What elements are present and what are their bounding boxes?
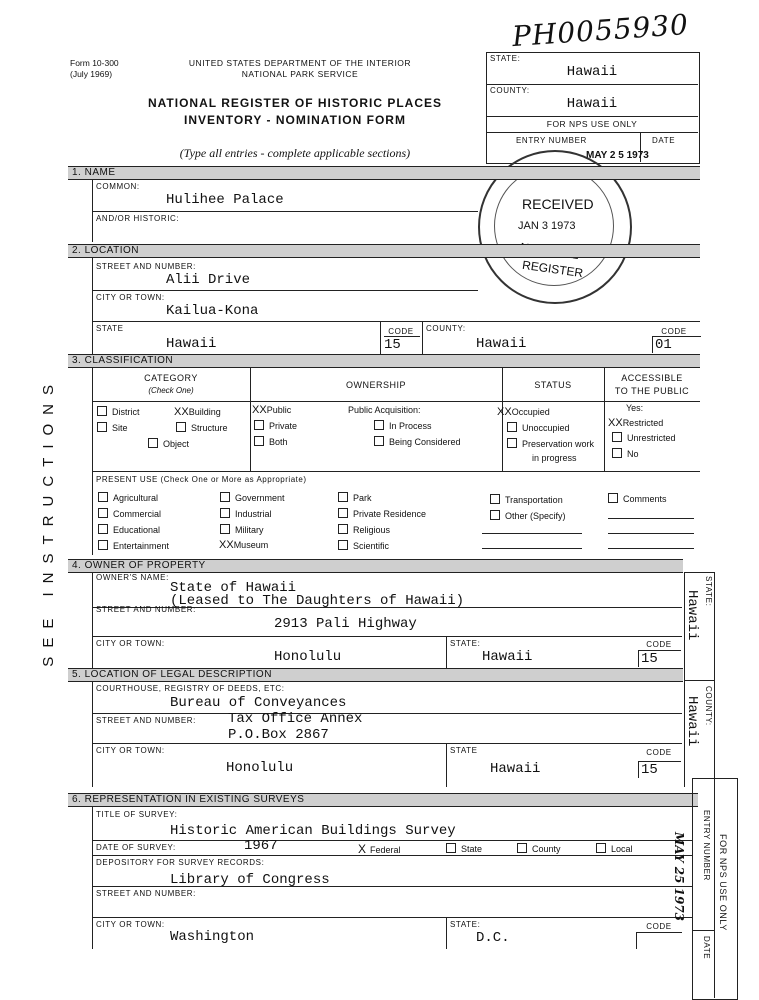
state-label: STATE: [96, 324, 124, 333]
survey-city-value: Washington: [170, 929, 255, 945]
checkbox-religious[interactable]: [338, 524, 348, 534]
checkbox-unoccupied[interactable]: [507, 422, 517, 432]
city-label: CITY OR TOWN:: [96, 293, 165, 302]
section6-header: [68, 793, 698, 807]
legal-state-value: Hawaii: [490, 761, 541, 777]
checkbox-other[interactable]: [490, 510, 500, 520]
status-label: STATUS: [534, 380, 572, 390]
section5-title: 5. LOCATION OF LEGAL DESCRIPTION: [72, 669, 272, 680]
top-entry-number-label: ENTRY NUMBER: [516, 136, 587, 145]
status-unoccupied[interactable]: Unoccupied: [507, 422, 570, 433]
access-yes: Yes:: [626, 403, 644, 413]
use-comments[interactable]: Comments: [608, 493, 667, 504]
section5-header: [68, 668, 683, 682]
survey-date-label: DATE OF SURVEY:: [96, 843, 176, 852]
use-industrial[interactable]: Industrial: [220, 508, 272, 519]
state-value: Hawaii: [166, 336, 217, 352]
common-label: COMMON:: [96, 182, 140, 191]
checkbox-comments[interactable]: [608, 493, 618, 503]
accessible-label1: ACCESSIBLE: [621, 373, 683, 383]
checkbox-preservation[interactable]: [507, 438, 517, 448]
legal-street-line2: P.O.Box 2867: [228, 727, 329, 743]
right-nps-use: FOR NPS USE ONLY: [718, 834, 728, 931]
checkbox-military[interactable]: [220, 524, 230, 534]
checkbox-site[interactable]: [97, 422, 107, 432]
survey-title-label: TITLE OF SURVEY:: [96, 810, 178, 819]
use-private-residence[interactable]: Private Residence: [338, 508, 426, 519]
right-state-value: Hawaii: [684, 590, 700, 641]
owner-street-label: STREET AND NUMBER:: [96, 605, 196, 614]
check-museum: XX: [219, 539, 234, 551]
county-code-label: CODE: [661, 327, 687, 336]
courthouse-value: Bureau of Conveyances: [170, 695, 347, 711]
own-in-process[interactable]: In Process: [374, 420, 432, 431]
access-no[interactable]: No: [612, 448, 639, 459]
checkbox-educational[interactable]: [98, 524, 108, 534]
street-value: Alii Drive: [166, 272, 251, 288]
status-occupied[interactable]: XXOccupied: [497, 406, 550, 418]
common-value: Hulihee Palace: [166, 192, 284, 208]
checkbox-government[interactable]: [220, 492, 230, 502]
checkbox-survey-state[interactable]: [446, 843, 456, 853]
form-number: Form 10-300: [70, 58, 119, 68]
checkbox-agricultural[interactable]: [98, 492, 108, 502]
legal-city-label: CITY OR TOWN:: [96, 746, 165, 755]
accessible-label2: TO THE PUBLIC: [614, 386, 690, 396]
category-label: CATEGORY: [144, 373, 198, 383]
use-transportation[interactable]: Transportation: [490, 494, 563, 505]
checkbox-scientific[interactable]: [338, 540, 348, 550]
category-note: (Check One): [148, 386, 194, 395]
owner-city-label: CITY OR TOWN:: [96, 639, 165, 648]
ownership-label: OWNERSHIP: [345, 380, 406, 390]
legal-street-label: STREET AND NUMBER:: [96, 716, 196, 725]
depository-value: Library of Congress: [170, 872, 330, 888]
use-educational[interactable]: Educational: [98, 524, 160, 535]
owner-code-value: 15: [638, 650, 681, 667]
top-state-label: STATE:: [490, 54, 521, 63]
checkbox-park[interactable]: [338, 492, 348, 502]
right-nps-box: [692, 778, 738, 1000]
right-county-label: COUNTY:: [704, 686, 713, 726]
agency-line1: UNITED STATES DEPARTMENT OF THE INTERIOR: [188, 58, 412, 68]
survey-street-label: STREET AND NUMBER:: [96, 889, 196, 898]
right-state-label: STATE:: [704, 576, 713, 607]
owner-line2: (Leased to The Daughters of Hawaii): [170, 593, 465, 609]
use-commercial[interactable]: Commercial: [98, 508, 161, 519]
owner-city-value: Honolulu: [274, 649, 342, 665]
section2-title: 2. LOCATION: [72, 245, 139, 256]
section1-title: 1. NAME: [72, 167, 116, 178]
checkbox-no[interactable]: [612, 448, 622, 458]
check-occupied: XX: [497, 406, 512, 418]
own-private[interactable]: Private: [254, 420, 297, 431]
checkbox-unrestricted[interactable]: [612, 432, 622, 442]
checkbox-private[interactable]: [254, 420, 264, 430]
form-title-line2: INVENTORY - NOMINATION FORM: [184, 113, 406, 127]
status-preservation-line2: in progress: [532, 453, 577, 463]
survey-federal[interactable]: X Federal: [358, 842, 401, 856]
use-agricultural[interactable]: Agricultural: [98, 492, 158, 503]
form-title-line1: NATIONAL REGISTER OF HISTORIC PLACES: [147, 96, 443, 110]
agency-line2: NATIONAL PARK SERVICE: [241, 69, 359, 79]
check-restricted: XX: [608, 417, 623, 429]
state-code-value: 15: [384, 336, 420, 353]
right-date-label: DATE: [702, 936, 711, 960]
county-value: Hawaii: [476, 336, 527, 352]
survey-title-value: Historic American Buildings Survey: [170, 823, 456, 839]
own-acquisition-label: Public Acquisition:: [348, 405, 421, 415]
own-being-considered[interactable]: Being Considered: [374, 436, 461, 447]
legal-city-value: Honolulu: [226, 760, 294, 776]
check-federal: X: [358, 842, 367, 856]
stamp-register: REGISTER: [521, 257, 585, 281]
top-nps-use: FOR NPS USE ONLY: [546, 119, 638, 129]
owner-label: OWNER'S NAME:: [96, 573, 169, 582]
form-instructions: (Type all entries - complete applicable sections): [179, 146, 411, 160]
survey-county[interactable]: County: [517, 843, 561, 854]
section4-header: [68, 559, 683, 573]
survey-local[interactable]: Local: [596, 843, 633, 854]
top-state-value: Hawaii: [566, 64, 618, 80]
checkbox-survey-county[interactable]: [517, 843, 527, 853]
cat-structure[interactable]: Structure: [176, 422, 228, 433]
survey-city-label: CITY OR TOWN:: [96, 920, 165, 929]
section3-title: 3. CLASSIFICATION: [72, 355, 174, 366]
section6-title: 6. REPRESENTATION IN EXISTING SURVEYS: [72, 794, 305, 805]
check-building: XX: [174, 406, 189, 418]
use-museum[interactable]: XXMuseum: [219, 539, 269, 551]
checkbox-private-residence[interactable]: [338, 508, 348, 518]
checkbox-transportation[interactable]: [490, 494, 500, 504]
top-county-value: Hawaii: [566, 96, 618, 112]
access-restricted[interactable]: XXRestricted: [608, 417, 664, 429]
owner-street-value: 2913 Pali Highway: [274, 616, 417, 632]
city-value: Kailua-Kona: [166, 303, 259, 319]
right-county-value: Hawaii: [684, 696, 700, 747]
cat-building[interactable]: XXBuilding: [174, 406, 221, 418]
section1-header: [68, 166, 700, 180]
survey-state[interactable]: State: [446, 843, 482, 854]
checkbox-entertainment[interactable]: [98, 540, 108, 550]
owner-line1: State of Hawaii: [170, 580, 297, 596]
section4-title: 4. OWNER OF PROPERTY: [72, 560, 206, 571]
owner-state-value: Hawaii: [482, 649, 533, 665]
use-military[interactable]: Military: [220, 524, 264, 535]
checkbox-object[interactable]: [148, 438, 158, 448]
use-government[interactable]: Government: [220, 492, 285, 503]
survey-date-value: 1967: [244, 838, 278, 854]
status-preservation[interactable]: Preservation work: [507, 438, 594, 449]
right-handwritten-date: MAY 25 1973: [672, 832, 686, 922]
checkbox-industrial[interactable]: [220, 508, 230, 518]
legal-street-line1: Tax Office Annex: [228, 711, 363, 727]
use-park[interactable]: Park: [338, 492, 372, 503]
legal-code-label: CODE: [646, 748, 672, 757]
survey-state-value: D.C.: [476, 930, 510, 946]
top-county-label: COUNTY:: [490, 86, 530, 95]
present-use-label: PRESENT USE (Check One or More as Appropriate): [96, 475, 307, 484]
county-label: COUNTY:: [426, 324, 466, 333]
state-code-label: CODE: [388, 327, 414, 336]
see-instructions-side: SEE INSTRUCTIONS: [40, 376, 57, 667]
use-scientific[interactable]: Scientific: [338, 540, 389, 551]
stamp-received: RECEIVED: [522, 196, 594, 212]
cat-object[interactable]: Object: [148, 438, 189, 449]
legal-state-label: STATE: [450, 746, 478, 755]
section3-header: [68, 354, 700, 368]
top-date-label: DATE: [652, 136, 676, 145]
survey-code-label: CODE: [646, 922, 672, 931]
handwritten-id: PH0055930: [511, 7, 690, 54]
county-code-value: 01: [652, 336, 701, 353]
checkbox-survey-local[interactable]: [596, 843, 606, 853]
stamp-date: JAN 3 1973: [518, 220, 576, 232]
checkbox-district[interactable]: [97, 406, 107, 416]
checkbox-being-considered[interactable]: [374, 436, 384, 446]
checkbox-both[interactable]: [254, 436, 264, 446]
depository-label: DEPOSITORY FOR SURVEY RECORDS:: [96, 858, 265, 867]
checkbox-in-process[interactable]: [374, 420, 384, 430]
right-entry-number-label: ENTRY NUMBER: [702, 810, 711, 881]
cat-district[interactable]: District: [97, 406, 140, 417]
section2-header: [68, 244, 700, 258]
legal-code-value: 15: [638, 761, 681, 778]
own-both[interactable]: Both: [254, 436, 288, 447]
checkbox-structure[interactable]: [176, 422, 186, 432]
courthouse-label: COURTHOUSE, REGISTRY OF DEEDS, ETC:: [96, 684, 285, 693]
street-label: STREET AND NUMBER:: [96, 262, 196, 271]
access-unrestricted[interactable]: Unrestricted: [612, 432, 676, 443]
checkbox-commercial[interactable]: [98, 508, 108, 518]
own-public[interactable]: XXPublic: [252, 404, 292, 416]
owner-code-label: CODE: [646, 640, 672, 649]
historic-label: AND/OR HISTORIC:: [96, 214, 180, 223]
survey-state-label: STATE:: [450, 920, 481, 929]
use-religious[interactable]: Religious: [338, 524, 390, 535]
owner-state-label: STATE:: [450, 639, 481, 648]
top-date-stamp: MAY 2 5 1973: [586, 150, 649, 161]
form-date: (July 1969): [70, 69, 113, 79]
use-other[interactable]: Other (Specify): [490, 510, 566, 521]
use-entertainment[interactable]: Entertainment: [98, 540, 169, 551]
cat-site[interactable]: Site: [97, 422, 128, 433]
check-public: XX: [252, 404, 267, 416]
